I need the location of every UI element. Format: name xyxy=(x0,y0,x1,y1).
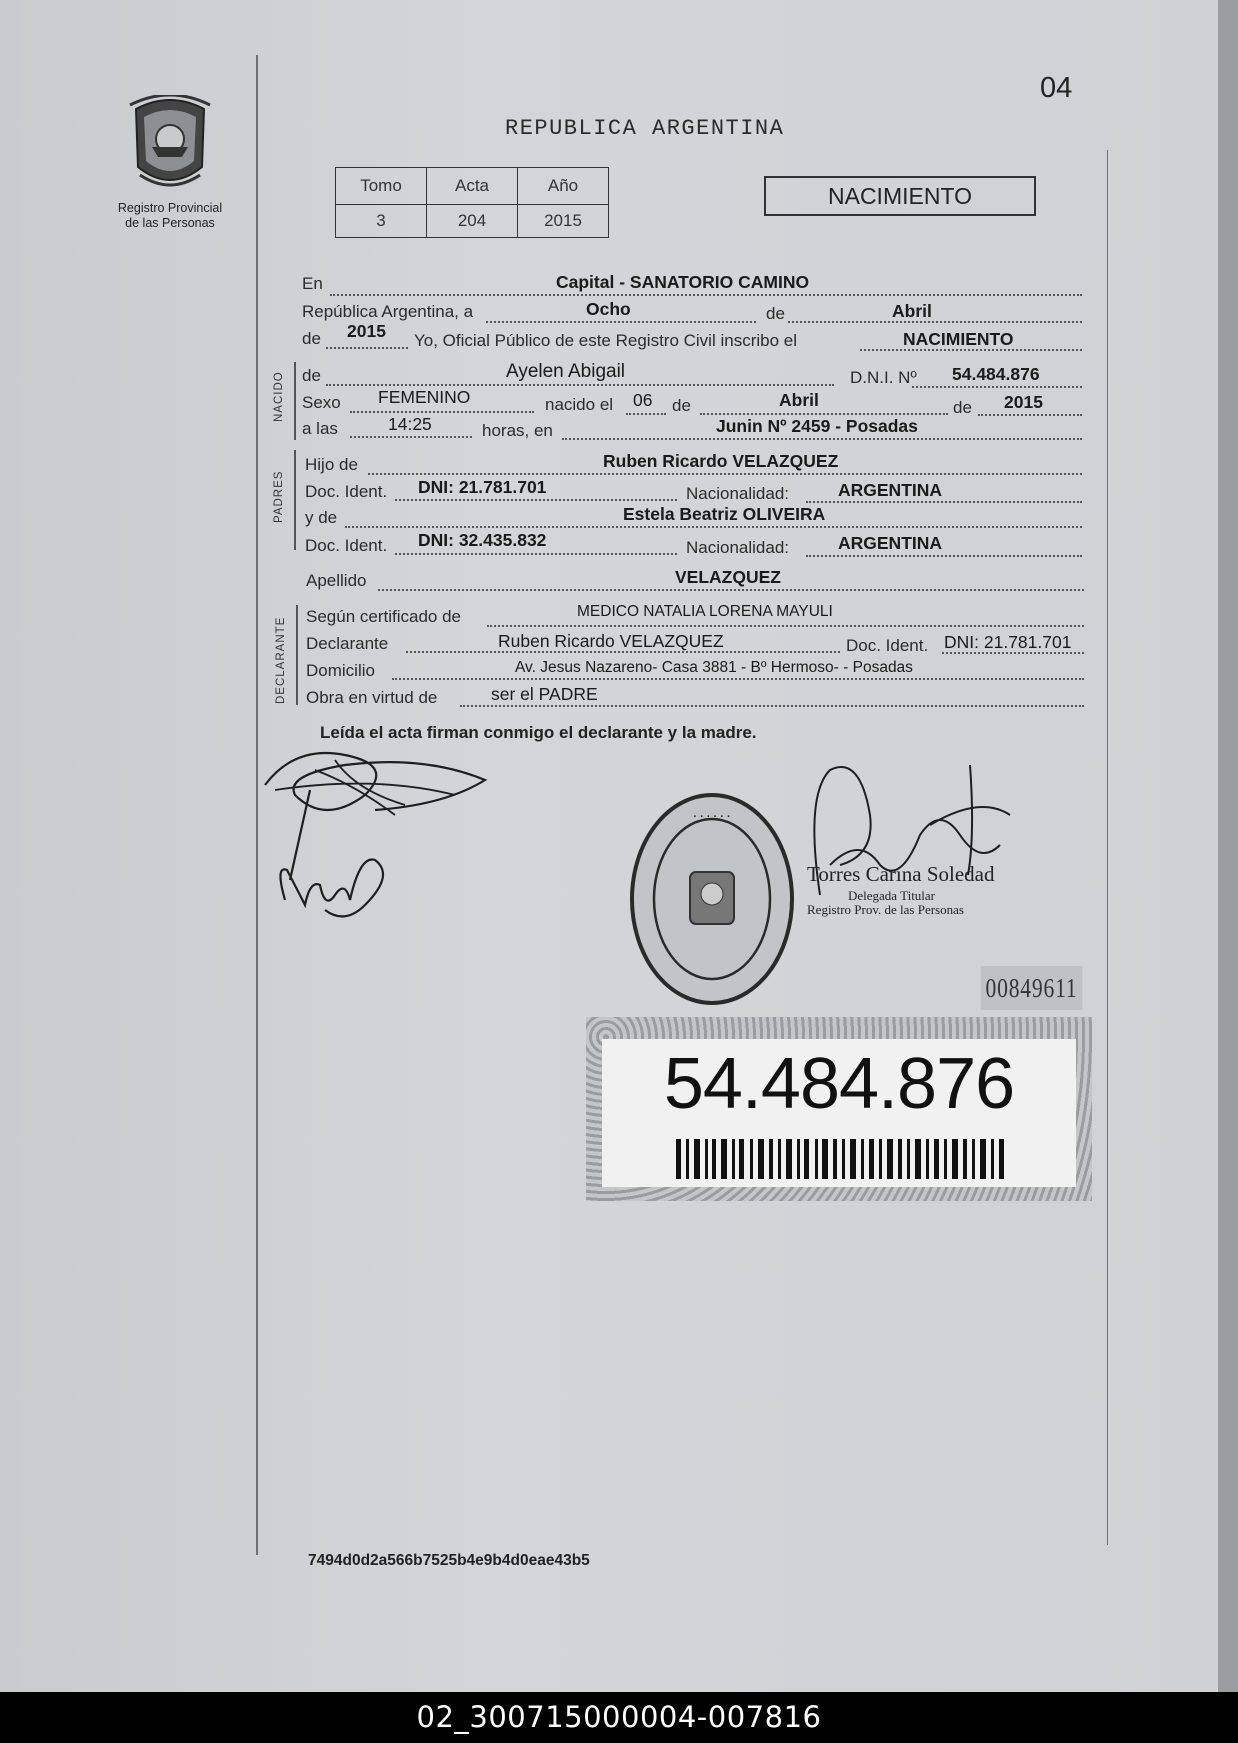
field-nac1-label: Nacionalidad: xyxy=(686,484,790,503)
acta-value-acta: 204 xyxy=(427,205,518,238)
field-declarante-doc: DNI: 21.781.701 xyxy=(944,632,1072,652)
nacido-bracket xyxy=(294,362,296,440)
svg-text:· · · · · ·: · · · · · · xyxy=(693,811,731,823)
serial-number: 00849611 xyxy=(981,966,1083,1010)
registry-logo xyxy=(105,95,235,231)
field-certificado-value: MEDICO NATALIA LORENA MAYULI xyxy=(577,603,833,620)
field-nacido-day-line xyxy=(626,413,666,415)
field-place-value: Junin Nº 2459 - Posadas xyxy=(716,416,918,436)
field-horas-label: horas, en xyxy=(482,421,553,440)
document-hash: 7494d0d2a566b7525b4e9b4d0eae43b5 xyxy=(308,1552,590,1569)
field-nacido-year-line xyxy=(978,414,1082,416)
acta-header-acta: Acta xyxy=(427,168,518,205)
field-republica-day: Ocho xyxy=(586,299,631,319)
field-declarante-value: Ruben Ricardo VELAZQUEZ xyxy=(498,631,724,651)
field-nac2-value: ARGENTINA xyxy=(838,533,943,553)
field-nacido-year: 2015 xyxy=(1004,392,1043,412)
field-en-line xyxy=(330,294,1082,296)
field-nacido-de-label: de xyxy=(302,366,321,385)
acta-value-tomo: 3 xyxy=(336,205,427,238)
field-sexo-label: Sexo xyxy=(302,393,341,412)
declarante-bracket xyxy=(296,605,298,705)
field-nacido-de1: de xyxy=(672,396,691,415)
field-place-line xyxy=(562,438,1082,440)
section-padres-label: PADRES xyxy=(273,470,285,523)
field-doc2-label: Doc. Ident. xyxy=(305,536,388,555)
field-apellido-value: VELAZQUEZ xyxy=(675,567,781,587)
field-y-de-value: Estela Beatriz OLIVEIRA xyxy=(623,504,826,524)
field-sexo-line xyxy=(350,411,534,413)
field-sexo-value: FEMENINO xyxy=(378,387,471,407)
registry-name: Registro Provincial de las Personas xyxy=(117,201,223,230)
acta-table-header-row xyxy=(336,168,609,205)
field-certificado-line xyxy=(487,625,1084,627)
field-nacido-month-line xyxy=(700,413,948,415)
field-year-text: Yo, Oficial Público de este Registro Civil inscribo el xyxy=(414,331,797,350)
footer-code: 02_300715000004-007816 xyxy=(416,1700,822,1734)
field-nacido-name: Ayelen Abigail xyxy=(506,361,626,382)
footer-bar xyxy=(0,1692,1238,1743)
field-nac1-line xyxy=(806,501,1082,503)
acta-table xyxy=(335,167,609,238)
field-nacido-month: Abril xyxy=(779,390,819,410)
field-en-label: En xyxy=(302,274,323,293)
field-year-value: 2015 xyxy=(347,321,386,341)
field-certificado-label: Según certificado de xyxy=(306,607,461,626)
official-title: Delegada Titular xyxy=(848,888,936,903)
paper-edge xyxy=(1218,0,1238,1692)
barcode-sticker xyxy=(586,1017,1092,1201)
field-year-line xyxy=(326,347,408,349)
field-declarante-label: Declarante xyxy=(306,634,389,653)
field-obra-line xyxy=(460,705,1084,707)
official-name: Torres Carina Soledad xyxy=(807,862,995,886)
field-republica-de: de xyxy=(766,304,785,323)
field-dni-label: D.N.I. Nº xyxy=(850,368,917,387)
barcode-icon xyxy=(676,1139,1006,1179)
field-obra-label: Obra en virtud de xyxy=(306,688,438,707)
field-time-line xyxy=(350,436,472,438)
field-doc2-value: DNI: 32.435.832 xyxy=(418,530,547,550)
field-a-las-label: a las xyxy=(302,419,338,438)
field-republica-month: Abril xyxy=(892,301,932,321)
field-apellido-label: Apellido xyxy=(306,571,367,590)
barcode-number: 54.484.876 xyxy=(663,1044,1015,1124)
field-y-de-label: y de xyxy=(305,508,338,527)
field-nac2-line xyxy=(806,555,1082,557)
field-doc1-line xyxy=(395,499,677,501)
field-republica-day-line xyxy=(486,321,756,323)
field-time-value: 14:25 xyxy=(388,414,432,434)
acta-value-ano: 2015 xyxy=(518,205,609,238)
closing-statement: Leída el acta firman conmigo el declarante y la madre. xyxy=(320,723,757,742)
field-doc1-label: Doc. Ident. xyxy=(305,482,388,501)
mother-signature xyxy=(265,785,405,935)
field-nacido-name-line xyxy=(326,384,834,386)
field-hijo-de-line xyxy=(368,473,1082,475)
field-nac1-value: ARGENTINA xyxy=(838,480,943,500)
acta-table-value-row xyxy=(336,205,609,238)
provincial-seal-icon xyxy=(122,95,218,197)
right-margin-line xyxy=(1107,150,1108,1545)
section-declarante-label: DECLARANTE xyxy=(275,616,287,704)
field-obra-value: ser el PADRE xyxy=(491,684,598,704)
field-domicilio-line xyxy=(392,678,1084,680)
field-year-label: de xyxy=(302,329,321,348)
record-type-box: NACIMIENTO xyxy=(764,176,1036,216)
field-domicilio-label: Domicilio xyxy=(306,661,375,680)
field-doc1-value: DNI: 21.781.701 xyxy=(418,477,547,497)
field-dni-value: 54.484.876 xyxy=(952,364,1040,384)
field-hijo-de-label: Hijo de xyxy=(305,455,358,474)
field-doc2-line xyxy=(395,553,677,555)
acta-header-tomo: Tomo xyxy=(336,168,427,205)
field-y-de-line xyxy=(345,526,1082,528)
field-en-value: Capital - SANATORIO CAMINO xyxy=(556,272,810,292)
field-republica-month-line xyxy=(788,321,1082,323)
field-republica-label: República Argentina, a xyxy=(302,302,474,321)
field-nacido-day: 06 xyxy=(633,390,653,410)
field-hijo-de-value: Ruben Ricardo VELAZQUEZ xyxy=(603,451,839,471)
acta-header-ano: Año xyxy=(518,168,609,205)
field-domicilio-value: Av. Jesus Nazareno- Casa 3881 - Bº Hermoso- - Posadas xyxy=(515,659,913,676)
field-nacido-el-label: nacido el xyxy=(545,395,614,414)
page-number: 04 xyxy=(1040,72,1073,104)
field-inscribo-value: NACIMIENTO xyxy=(903,329,1014,349)
section-nacido-label: NACIDO xyxy=(273,371,285,422)
barcode-panel xyxy=(602,1039,1076,1187)
field-apellido-line xyxy=(378,589,1084,591)
official-office: Registro Prov. de las Personas xyxy=(807,902,964,917)
registry-stamp xyxy=(628,790,796,1008)
field-nac2-label: Nacionalidad: xyxy=(686,538,790,557)
padres-bracket xyxy=(294,450,296,550)
field-declarante-doc-label: Doc. Ident. xyxy=(846,636,929,655)
field-dni-line xyxy=(912,386,1082,388)
field-nacido-de2: de xyxy=(953,398,972,417)
document-title: REPUBLICA ARGENTINA xyxy=(505,116,785,141)
